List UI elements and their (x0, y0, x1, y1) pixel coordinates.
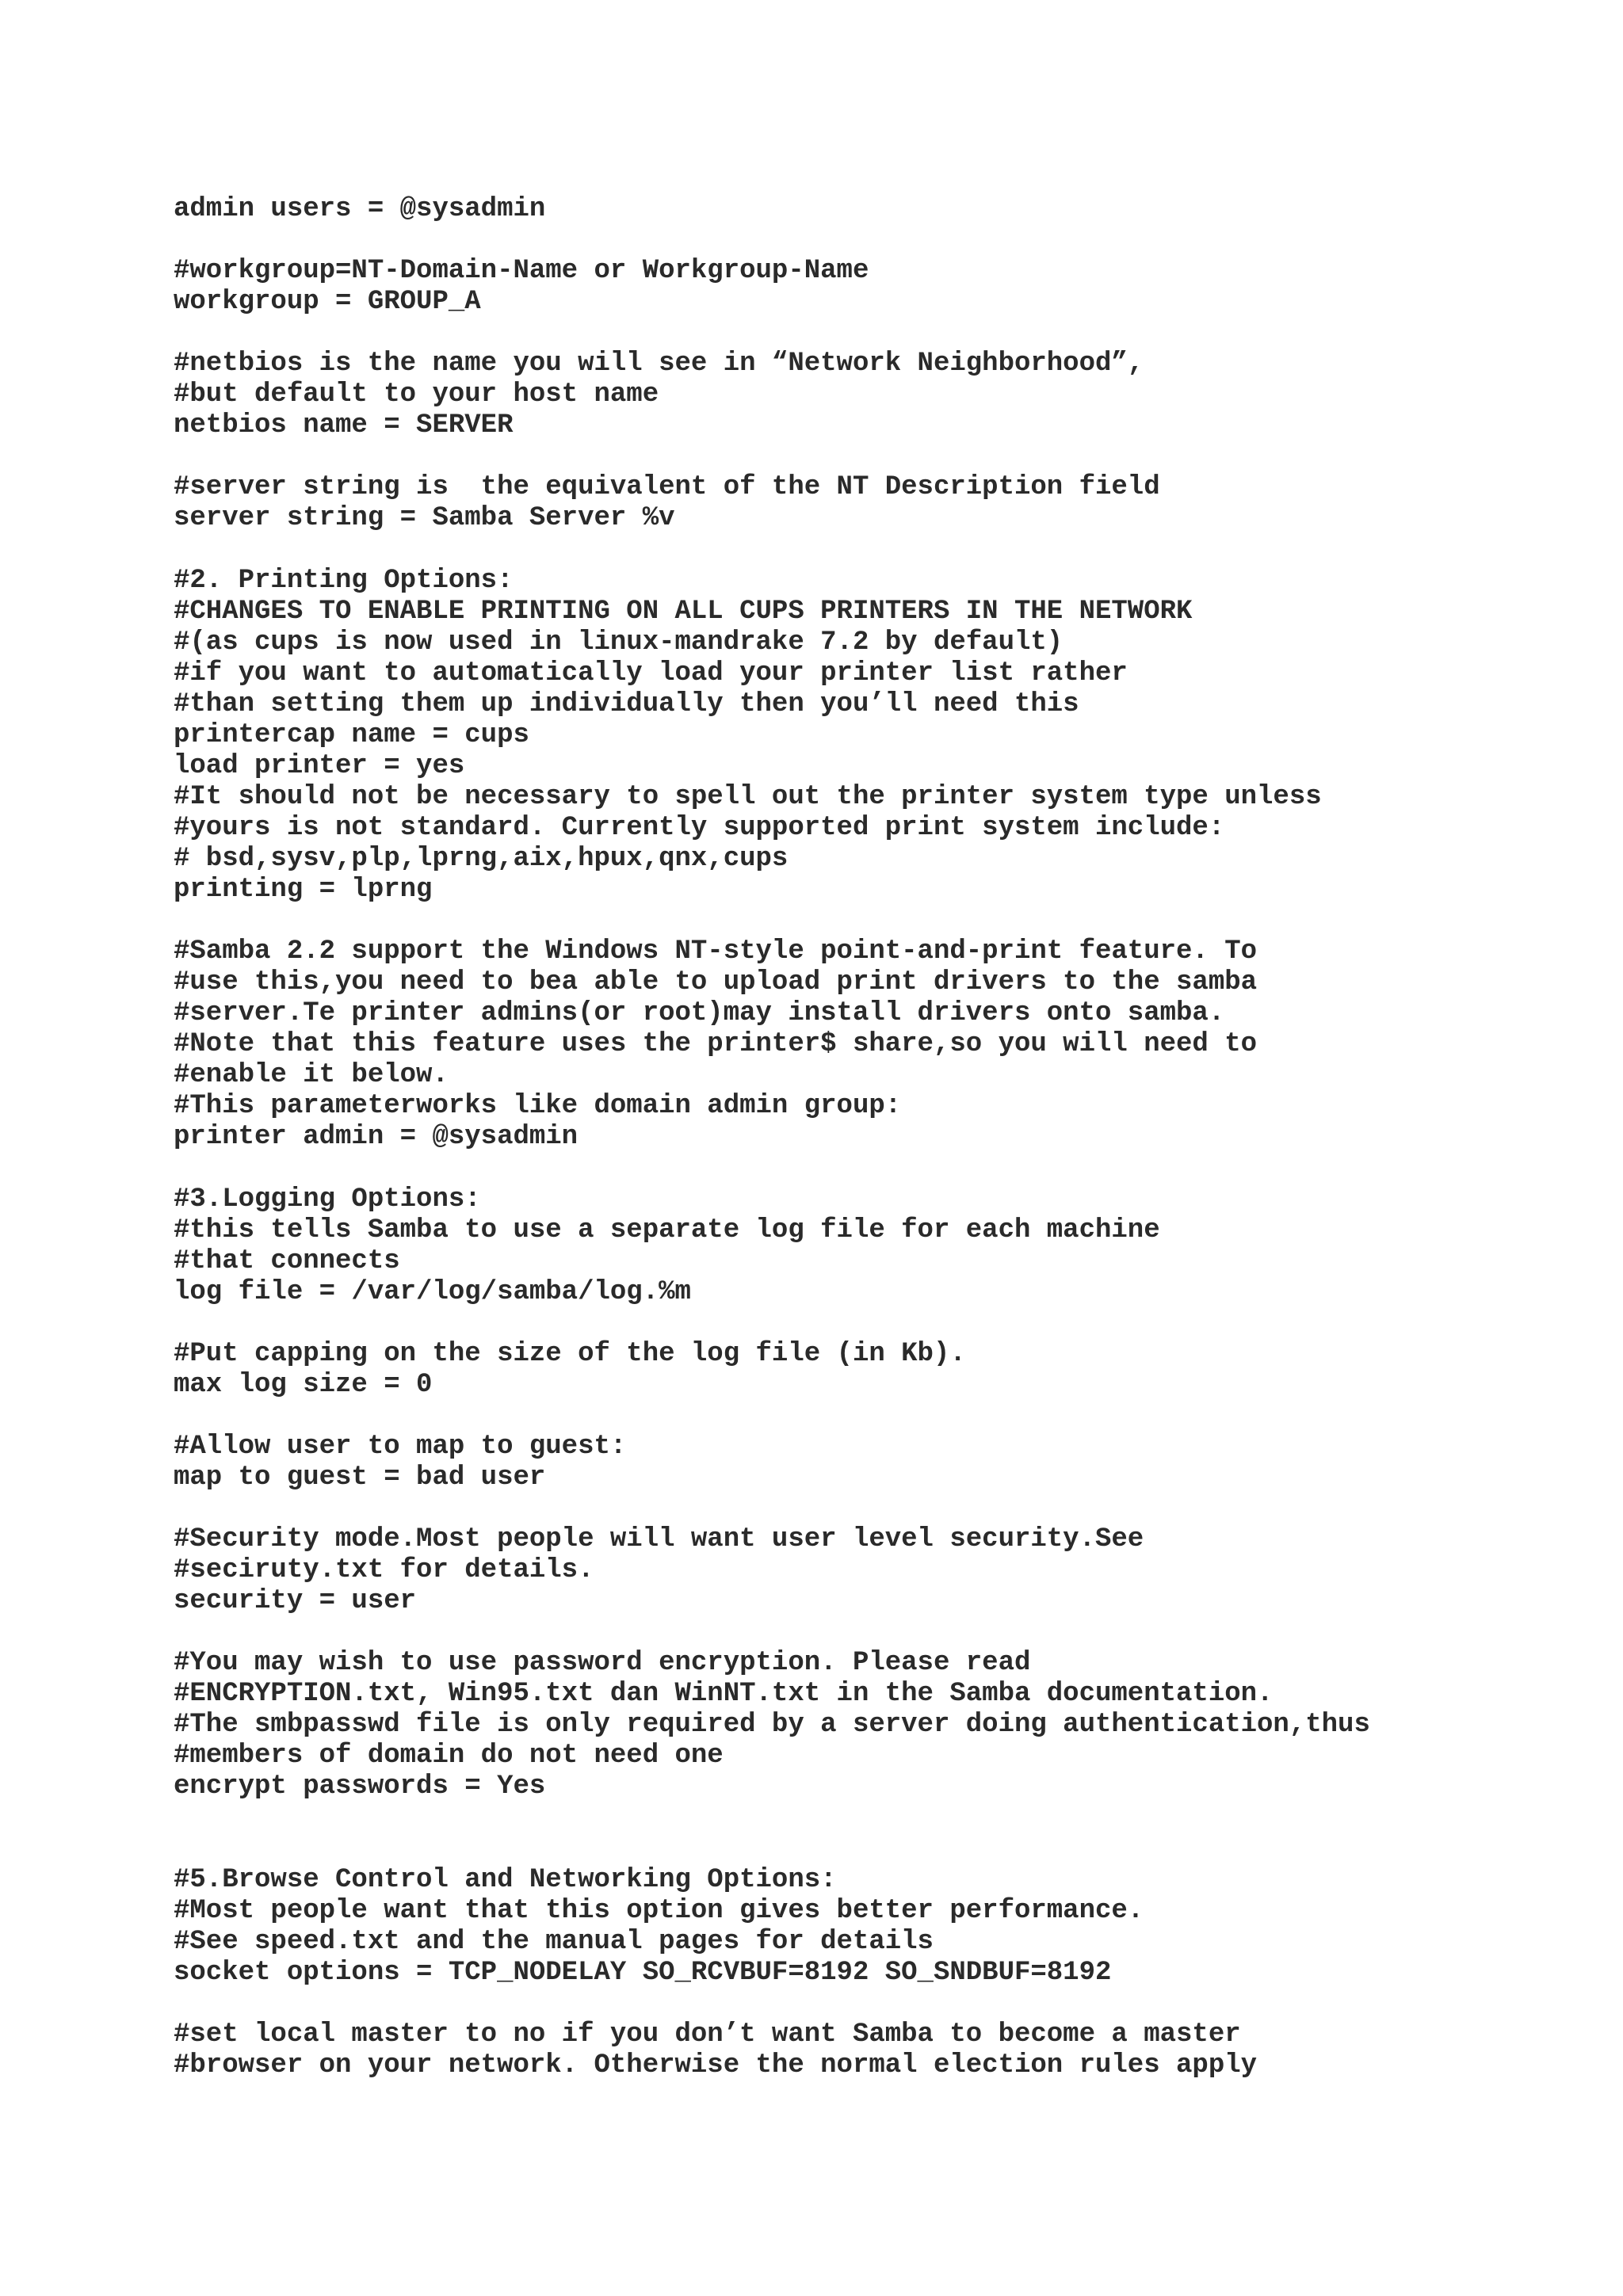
blank-line (174, 1493, 1600, 1524)
config-line: #CHANGES TO ENABLE PRINTING ON ALL CUPS PRINTERS IN THE NETWORK (174, 596, 1193, 627)
config-line: log file = /var/log/samba/log.%m (174, 1276, 691, 1307)
config-line: #set local master to no if you don’t want Samba to become a master (174, 2019, 1241, 2050)
config-line: #enable it below. (174, 1060, 449, 1091)
config-line: #It should not be necessary to spell out the printer system type unless (174, 781, 1322, 812)
config-line: security = user (174, 1586, 417, 1617)
config-line: server string = Samba Server %v (174, 503, 675, 534)
blank-line (174, 225, 1600, 256)
blank-line (174, 1308, 1600, 1339)
blank-line (174, 906, 1600, 936)
config-line: #but default to your host name (174, 379, 659, 410)
config-line: socket options = TCP_NODELAY SO_RCVBUF=8192 SO_SNDBUF=8192 (174, 1957, 1112, 1988)
config-line: #seciruty.txt for details. (174, 1555, 594, 1586)
config-line: #This parameterworks like domain admin group: (174, 1091, 902, 1122)
config-line: admin users = @sysadmin (174, 194, 546, 224)
config-line: #yours is not standard. Currently supported print system include: (174, 812, 1225, 843)
config-line: #Samba 2.2 support the Windows NT-style point-and-print feature. To (174, 936, 1258, 967)
config-line: #than setting them up individually then you’ll need this (174, 688, 1079, 719)
config-text-body (174, 194, 1600, 2081)
config-line: max log size = 0 (174, 1369, 433, 1400)
config-line: printing = lprng (174, 875, 433, 906)
config-line: #The smbpasswd file is only required by a server doing authentication,thus (174, 1710, 1370, 1741)
config-line: printer admin = @sysadmin (174, 1122, 579, 1153)
blank-line (174, 1833, 1600, 1864)
config-line: #2. Printing Options: (174, 565, 514, 596)
config-line: encrypt passwords = Yes (174, 1772, 546, 1802)
config-line: #Put capping on the size of the log file (in Kb). (174, 1338, 966, 1369)
config-line: #3.Logging Options: (174, 1184, 481, 1215)
config-line: #See speed.txt and the manual pages for details (174, 1926, 934, 1957)
blank-line (174, 1153, 1600, 1184)
config-line: #this tells Samba to use a separate log file for each machine (174, 1215, 1160, 1245)
blank-line (174, 535, 1600, 566)
config-line: #Most people want that this option gives better performance. (174, 1895, 1144, 1926)
config-line: #ENCRYPTION.txt, Win95.txt dan WinNT.txt in the Samba documentation. (174, 1679, 1274, 1710)
config-line: netbios name = SERVER (174, 410, 514, 441)
config-line: printercap name = cups (174, 719, 529, 750)
blank-line (174, 441, 1600, 472)
blank-line (174, 1401, 1600, 1432)
config-line: #netbios is the name you will see in “Network Neighborhood”, (174, 349, 1144, 379)
config-line: map to guest = bad user (174, 1462, 546, 1493)
config-line: # bsd,sysv,plp,lprng,aix,hpux,qnx,cups (174, 843, 789, 874)
blank-line (174, 318, 1600, 349)
config-line: #server string is the equivalent of the NT Description field (174, 472, 1160, 503)
config-line: #5.Browse Control and Networking Options: (174, 1864, 837, 1895)
config-line: #Note that this feature uses the printer$ share,so you will need to (174, 1029, 1258, 1060)
config-line: #browser on your network. Otherwise the normal election rules apply (174, 2050, 1258, 2081)
config-line: #use this,you need to bea able to upload print drivers to the samba (174, 967, 1258, 998)
blank-line (174, 1989, 1600, 2019)
config-line: #(as cups is now used in linux-mandrake 7.2 by default) (174, 627, 1064, 658)
config-line: #Security mode.Most people will want user level security.See (174, 1524, 1144, 1555)
config-line: load printer = yes (174, 750, 465, 781)
blank-line (174, 1802, 1600, 1833)
config-line: #members of domain do not need one (174, 1741, 724, 1772)
config-line: #server.Te printer admins(or root)may install drivers onto samba. (174, 998, 1225, 1029)
config-line: #that connects (174, 1245, 400, 1276)
config-line: #Allow user to map to guest: (174, 1431, 627, 1462)
blank-line (174, 1617, 1600, 1648)
config-line: #workgroup=NT-Domain-Name or Workgroup-Name (174, 256, 869, 287)
config-line: #if you want to automatically load your printer list rather (174, 658, 1128, 688)
config-line: workgroup = GROUP_A (174, 287, 481, 318)
config-line: #You may wish to use password encryption. Please read (174, 1648, 1031, 1679)
